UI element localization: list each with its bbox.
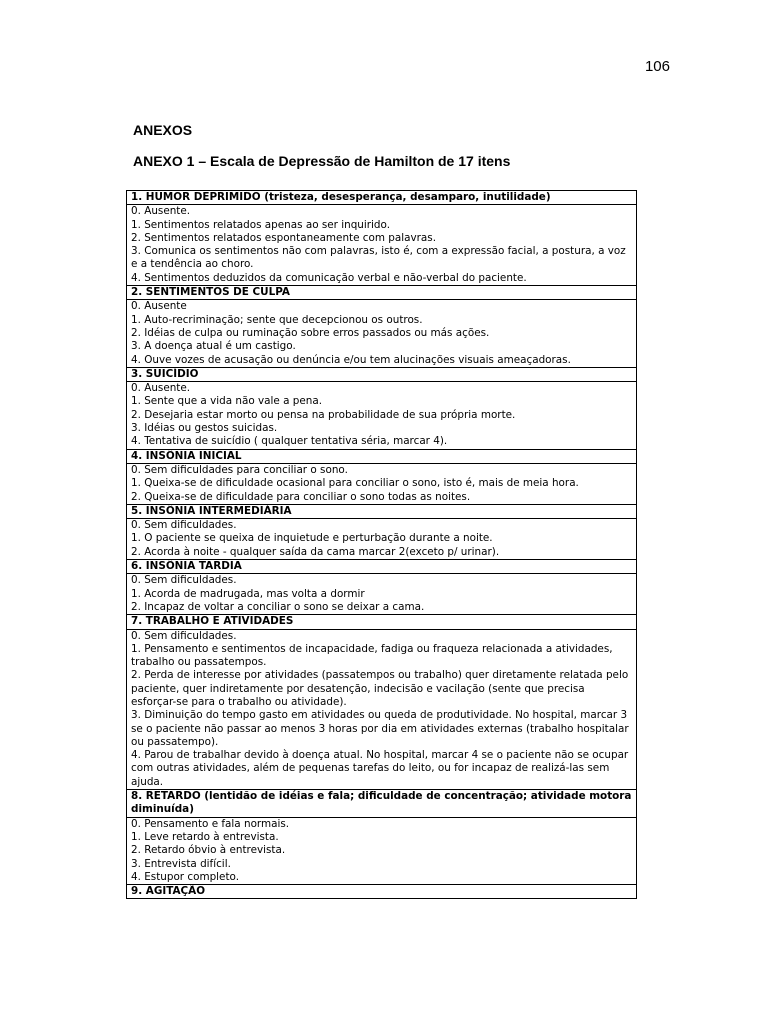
section-title: ANEXOS <box>133 122 193 138</box>
item-option: 0. Ausente. <box>131 382 191 395</box>
item-option: 0. Ausente <box>131 300 187 313</box>
item-option: 1. Auto-recriminação; sente que decepcionou os outros. <box>131 313 423 326</box>
item-header-row <box>127 885 637 899</box>
item-option: 2. Desejaria estar morto ou pensa na probabilidade de sua própria morte. <box>131 408 516 421</box>
item-option: 1. Leve retardo à entrevista. <box>131 830 279 843</box>
item-options <box>127 817 637 884</box>
item-options-row <box>127 382 637 449</box>
item-options-row <box>127 519 637 560</box>
item-header: 2. SENTIMENTOS DE CULPA <box>127 286 637 300</box>
item-option: 1. O paciente se queixa de inquietude e perturbação durante a noite. <box>131 532 493 545</box>
item-header: 5. INSÔNIA INTERMEDIÁRIA <box>127 504 637 518</box>
item-option: 4. Estupor completo. <box>131 870 240 883</box>
item-header-row <box>127 449 637 463</box>
item-option: 0. Sem dificuldades. <box>131 574 237 587</box>
item-header: 3. SUICÍDIO <box>127 367 637 381</box>
item-header: 6. INSÔNIA TARDIA <box>127 560 637 574</box>
item-option: 3. A doença atual é um castigo. <box>131 340 296 353</box>
item-option: 1. Queixa-se de dificuldade ocasional para conciliar o sono, isto é, mais de meia hora. <box>131 477 579 490</box>
hamilton-scale-table <box>126 190 637 899</box>
item-header-row <box>127 191 637 205</box>
item-option: 3. Entrevista difícil. <box>131 857 231 870</box>
item-option: 2. Acorda à noite - qualquer saída da cama marcar 2(exceto p/ urinar). <box>131 545 500 558</box>
item-header: 7. TRABALHO E ATIVIDADES <box>127 615 637 629</box>
item-option: 1. Sentimentos relatados apenas ao ser inquirido. <box>131 218 391 231</box>
item-options <box>127 205 637 286</box>
item-header: 4. INSÔNIA INICIAL <box>127 449 637 463</box>
item-option: 0. Sem dificuldades. <box>131 629 237 642</box>
item-option: 2. Retardo óbvio à entrevista. <box>131 844 286 857</box>
item-options-row <box>127 629 637 790</box>
item-options <box>127 382 637 449</box>
item-option: 0. Sem dificuldades. <box>131 519 237 532</box>
item-header-row <box>127 790 637 818</box>
item-header: 9. AGITAÇÃO <box>127 885 637 899</box>
item-option: 1. Sente que a vida não vale a pena. <box>131 395 323 408</box>
item-header-row <box>127 560 637 574</box>
item-option: 2. Queixa-se de dificuldade para conciliar o sono todas as noites. <box>131 490 471 503</box>
item-options-row <box>127 300 637 367</box>
item-option: 1. Pensamento e sentimentos de incapacidade, fadiga ou fraqueza relacionada a atividades, trabalho ou passatempos. <box>131 642 613 669</box>
item-option: 4. Tentativa de suicídio ( qualquer tentativa séria, marcar 4). <box>131 435 448 448</box>
item-option: 2. Perda de interesse por atividades (passatempos ou trabalho) quer diretamente relatada pelo paciente, quer indiretamente por desatenção, indecisão e vacilação (sente que precisa esforçar-se para o trabalho ou atividade). <box>131 669 629 708</box>
item-option: 4. Parou de trabalhar devido à doença atual. No hospital, marcar 4 se o paciente não se ocupar com outras atividades, além de pequenas tarefas do leito, ou for incapaz de realizá-las sem ajuda. <box>131 749 629 788</box>
item-options <box>127 463 637 504</box>
item-header-row <box>127 615 637 629</box>
item-header-row <box>127 286 637 300</box>
item-header: 1. HUMOR DEPRIMIDO (tristeza, desesperança, desamparo, inutilidade) <box>127 191 637 205</box>
item-options-row <box>127 574 637 615</box>
item-options-row <box>127 463 637 504</box>
item-options-row <box>127 817 637 884</box>
item-option: 2. Sentimentos relatados espontaneamente com palavras. <box>131 231 437 244</box>
item-header-row <box>127 504 637 518</box>
item-options <box>127 300 637 367</box>
item-options <box>127 519 637 560</box>
item-option: 3. Idéias ou gestos suicidas. <box>131 422 278 435</box>
item-option: 2. Idéias de culpa ou ruminação sobre erros passados ou más ações. <box>131 326 490 339</box>
item-options <box>127 629 637 790</box>
item-option: 4. Ouve vozes de acusação ou denúncia e/ou tem alucinações visuais ameaçadoras. <box>131 353 571 366</box>
annex-title: ANEXO 1 – Escala de Depressão de Hamilton de 17 itens <box>133 153 511 169</box>
item-header: 8. RETARDO (lentidão de idéias e fala; dificuldade de concentração; atividade motora diminuída) <box>127 790 637 818</box>
item-option: 4. Sentimentos deduzidos da comunicação verbal e não-verbal do paciente. <box>131 271 527 284</box>
item-options <box>127 574 637 615</box>
item-option: 2. Incapaz de voltar a conciliar o sono se deixar a cama. <box>131 600 425 613</box>
item-header-row <box>127 367 637 381</box>
item-options-row <box>127 205 637 286</box>
item-option: 0. Ausente. <box>131 205 191 218</box>
item-option: 3. Diminuição do tempo gasto em atividades ou queda de produtividade. No hospital, marcar 3 se o paciente não passar ao menos 3 horas por dia em atividades externas (trabalho hospitalar ou passatempo). <box>131 709 629 748</box>
item-option: 3. Comunica os sentimentos não com palavras, isto é, com a expressão facial, a postura, a voz e a tendência ao choro. <box>131 245 626 271</box>
item-option: 1. Acorda de madrugada, mas volta a dormir <box>131 587 365 600</box>
page-number: 106 <box>644 58 670 75</box>
item-option: 0. Pensamento e fala normais. <box>131 817 290 830</box>
item-option: 0. Sem dificuldades para conciliar o sono. <box>131 463 348 476</box>
